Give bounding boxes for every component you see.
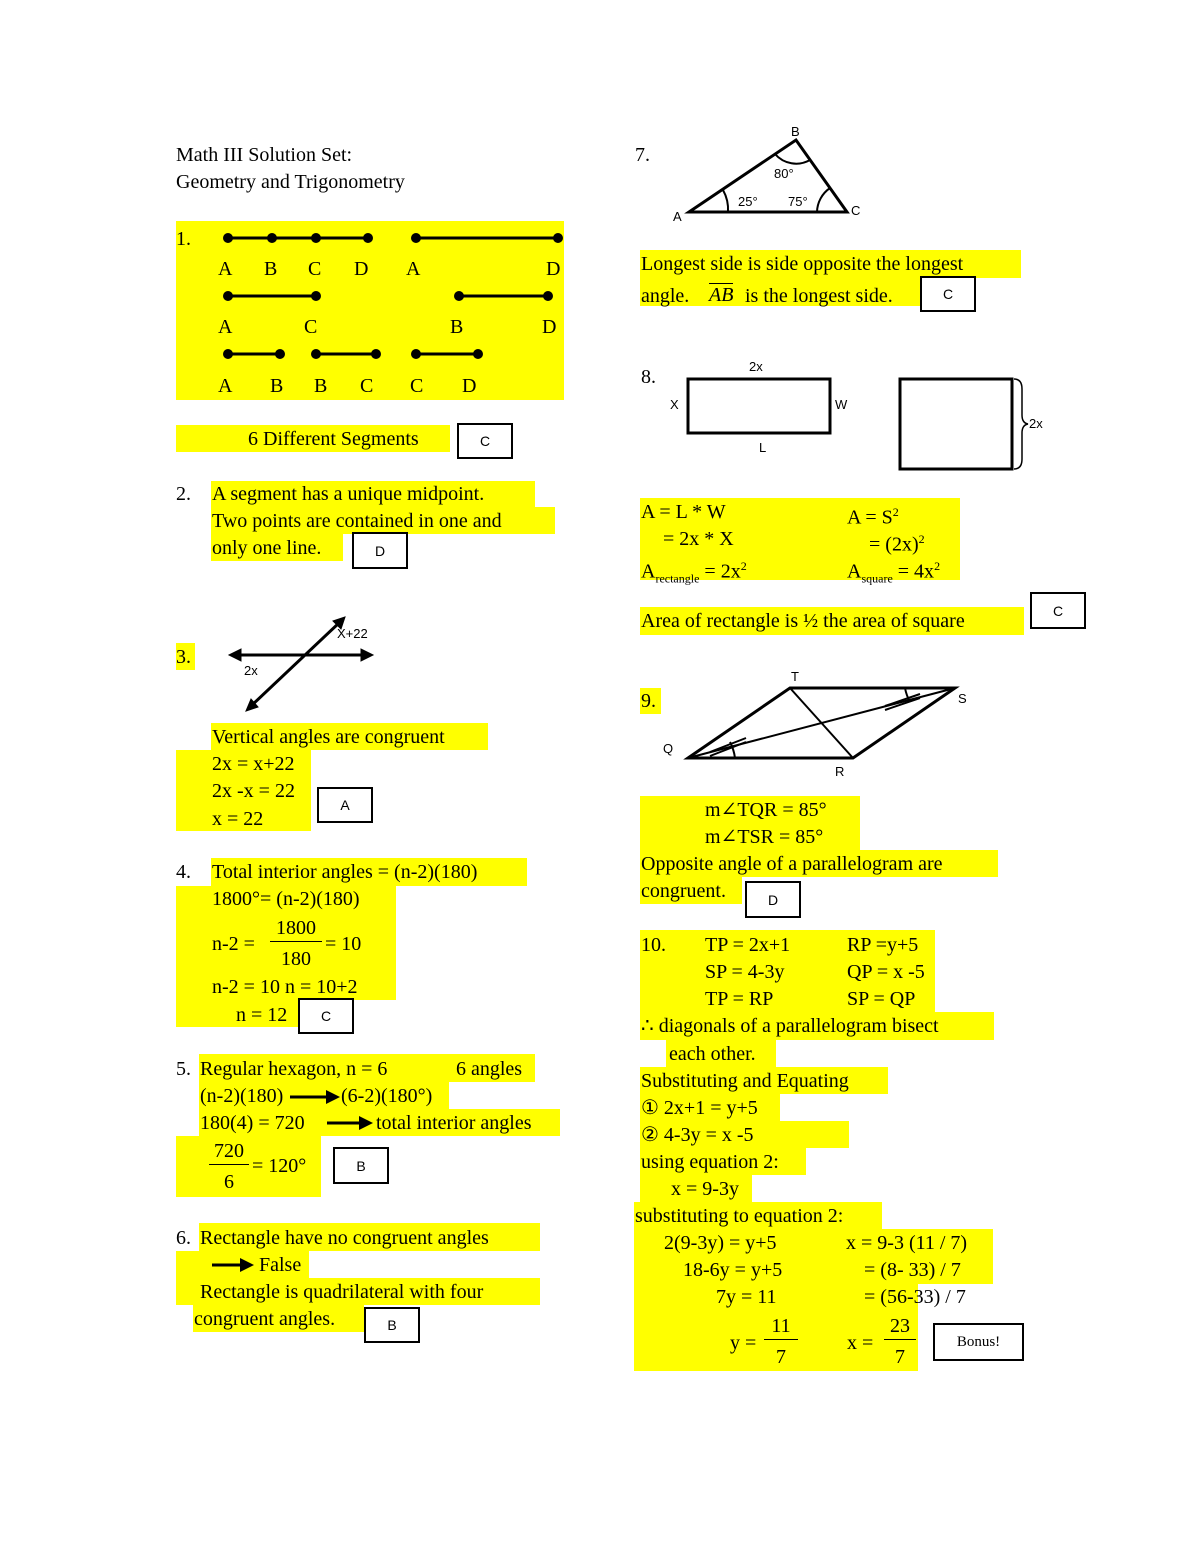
q2-answer-box: D [352, 532, 408, 569]
q10-y-den: 7 [764, 1339, 798, 1370]
q4-frac-den: 180 [270, 941, 322, 972]
q7-line: angle. [641, 285, 690, 307]
q8-area-letter: A [641, 560, 656, 583]
q10-x-num: 23 [890, 1315, 910, 1337]
q7-segment-ab: AB [709, 284, 734, 306]
q4-line: n-2 = 10 n = 10+2 [212, 976, 358, 998]
q7-number: 7. [635, 144, 650, 166]
q10-eq: TP = RP [705, 988, 774, 1010]
q5-line: 180(4) = 720 [200, 1112, 305, 1134]
q4-frac-prefix: n-2 = [212, 933, 255, 955]
q10-work-right: = (56-33) / 7 [864, 1286, 966, 1308]
q1-label: D [542, 316, 557, 338]
q5-line: Regular hexagon, n = 6 [200, 1058, 388, 1080]
q4-line: n = 12 [236, 1004, 288, 1026]
q8-left-line: = 2x * X [663, 528, 734, 550]
q10-line: ∴ diagonals of a parallelogram bisect [641, 1015, 939, 1037]
q8-subscript-square: square [861, 571, 893, 586]
q7-vertex-b: B [791, 124, 800, 139]
q8-area-letter: A [847, 560, 862, 583]
q10-line: ② 4-3y = x -5 [641, 1124, 754, 1146]
q4-line: Total interior angles = (n-2)(180) [212, 861, 478, 883]
q7-triangle-figure [680, 130, 860, 220]
q8-answer-box: C [1030, 592, 1086, 629]
q8-right-line: $A_{square} = 4x^2$ [847, 559, 941, 586]
q10-x-fraction [884, 1313, 916, 1370]
q9-line: congruent. [641, 880, 726, 902]
q7-line: is the longest side. [745, 285, 893, 307]
q8-left-line: $A_{rectangle} = 2x^2$ [641, 559, 747, 586]
q10-x-den: 7 [884, 1339, 916, 1370]
q10-line: Substituting and Equating [641, 1070, 849, 1092]
q5-line: 6 angles [456, 1058, 523, 1080]
q6-arrow-icon [212, 1258, 254, 1272]
q8-subscript-rect: rectangle [655, 571, 700, 586]
q5-frac-num: 720 [214, 1140, 244, 1162]
q10-eq: TP = 2x+1 [705, 934, 791, 956]
q8-rect-area: = 2x [704, 560, 741, 583]
q4-frac-suffix: = 10 [325, 933, 362, 955]
q5-line: total interior angles [376, 1112, 532, 1134]
q1-label: C [304, 316, 318, 338]
q10-work-right: x = 9-3 (11 / 7) [846, 1232, 968, 1254]
q9-parallelogram-figure [680, 680, 970, 770]
q6-number: 6. [176, 1227, 191, 1249]
q10-work-left: 2(9-3y) = y+5 [664, 1232, 777, 1254]
q4-number: 4. [176, 861, 191, 883]
q8-rect-top: 2x [749, 359, 763, 374]
q3-line: 2x = x+22 [212, 753, 295, 775]
q10-work-left: 18-6y = y+5 [683, 1259, 783, 1281]
q8-rect-left: X [670, 397, 679, 412]
q1-label: B [264, 258, 278, 280]
q8-rect-right: W [835, 397, 848, 412]
q10-x-prefix: x = [847, 1332, 874, 1354]
page-subtitle: Geometry and Trigonometry [176, 171, 405, 193]
q9-line: Opposite angle of a parallelogram are [641, 853, 943, 875]
q6-line: Rectangle is quadrilateral with four [200, 1281, 484, 1303]
q1-label: A [218, 375, 233, 397]
q6-line: Rectangle have no congruent angles [200, 1227, 489, 1249]
q9-vertex-s: S [958, 691, 967, 706]
q10-number: 10. [641, 934, 666, 956]
q1-number: 1. [176, 228, 191, 250]
q8-rectangle-figure [686, 377, 836, 437]
q10-line: using equation 2: [641, 1151, 779, 1173]
q1-label: A [218, 258, 233, 280]
q8-summary: Area of rectangle is ½ the area of square [641, 610, 965, 632]
q8-right-line: = $(2x)^2$ [869, 532, 925, 556]
q4-frac-num: 1800 [276, 917, 316, 939]
q1-label: B [450, 316, 464, 338]
q10-eq: RP =y+5 [847, 934, 919, 956]
q3-label-top: X+22 [337, 626, 368, 641]
q9-line: m∠TQR = 85° [705, 799, 827, 821]
q1-segments-figure [176, 221, 576, 401]
q5-arrow-icon [290, 1090, 340, 1104]
q5-frac-den: 6 [209, 1164, 249, 1195]
q1-label: C [410, 375, 424, 397]
q9-answer-box: D [745, 881, 801, 918]
q2-line: A segment has a unique midpoint. [212, 483, 485, 505]
q7-vertex-c: C [851, 203, 861, 218]
q10-eq: SP = QP [847, 988, 916, 1010]
q1-label: D [354, 258, 369, 280]
q2-number: 2. [176, 483, 191, 505]
q10-y-prefix: y = [730, 1332, 757, 1354]
q3-label-left: 2x [244, 663, 258, 678]
q8-rect-bottom: L [759, 440, 767, 455]
q3-line: 2x -x = 22 [212, 780, 295, 802]
q1-label: B [270, 375, 284, 397]
q8-area-sub: = (2x) [869, 533, 919, 556]
q7-angle-b: 80° [774, 166, 794, 181]
q3-line: x = 22 [212, 808, 264, 830]
q7-answer-box: C [920, 276, 976, 312]
q2-line: only one line. [212, 537, 322, 559]
q6-line: False [259, 1254, 302, 1276]
q4-fraction [270, 915, 322, 972]
q1-label: C [360, 375, 374, 397]
q2-line: Two points are contained in one and [212, 510, 502, 532]
q9-vertex-t: T [791, 669, 799, 684]
q4-line: 1800°= (n-2)(180) [212, 888, 360, 910]
q10-y-fraction [764, 1313, 798, 1370]
q10-line: substituting to equation 2: [635, 1205, 844, 1227]
q6-answer-box: B [364, 1307, 420, 1343]
q5-arrow-icon [327, 1116, 373, 1130]
q8-right-line: $A = S^2$ [847, 505, 899, 529]
q1-label: B [314, 375, 328, 397]
q10-y-num: 11 [771, 1315, 791, 1337]
q5-number: 5. [176, 1058, 191, 1080]
q10-answer-box: Bonus! [933, 1323, 1024, 1361]
q10-line: each other. [669, 1043, 756, 1065]
q10-line: x = 9-3y [671, 1178, 739, 1200]
q10-work-left: 7y = 11 [716, 1286, 777, 1308]
q3-number: 3. [176, 646, 191, 668]
q8-square-side: 2x [1029, 416, 1043, 431]
q1-label: D [462, 375, 477, 397]
q5-fraction [209, 1138, 249, 1195]
q5-line: (n-2)(180) [200, 1085, 284, 1107]
q7-vertex-a: A [673, 209, 682, 224]
q5-answer-box: B [333, 1147, 389, 1184]
q10-work-right: = (8- 33) / 7 [864, 1259, 961, 1281]
q9-vertex-q: Q [663, 741, 674, 756]
q1-label: A [218, 316, 233, 338]
page-title: Math III Solution Set: [176, 144, 353, 166]
q4-answer-box: C [298, 998, 354, 1034]
q7-line: Longest side is side opposite the longest [641, 253, 964, 275]
q9-vertex-r: R [835, 764, 845, 779]
q1-summary: 6 Different Segments [248, 428, 419, 450]
q3-angles-figure [225, 610, 385, 710]
q8-number: 8. [641, 366, 656, 388]
q8-square-figure [898, 377, 1038, 472]
q3-answer-box: A [317, 787, 373, 823]
q8-left-line: A = L * W [641, 501, 726, 523]
q10-eq: QP = x -5 [847, 961, 925, 983]
q1-label: A [406, 258, 421, 280]
q1-answer-box: C [457, 423, 513, 459]
q8-area-formula: A = S [847, 506, 893, 529]
q1-label: C [308, 258, 322, 280]
q7-angle-a: 25° [738, 194, 758, 209]
q5-line: (6-2)(180°) [341, 1085, 433, 1107]
q9-line: m∠TSR = 85° [705, 826, 824, 848]
q10-line: ① 2x+1 = y+5 [641, 1097, 758, 1119]
q1-label: D [546, 258, 561, 280]
q5-frac-suffix: = 120° [252, 1155, 307, 1177]
q6-line: congruent angles. [194, 1308, 336, 1330]
q9-number: 9. [641, 690, 656, 712]
q3-line: Vertical angles are congruent [212, 726, 445, 748]
q8-square-area: = 4x [897, 560, 935, 583]
q7-angle-c: 75° [788, 194, 808, 209]
q10-eq: SP = 4-3y [705, 961, 785, 983]
